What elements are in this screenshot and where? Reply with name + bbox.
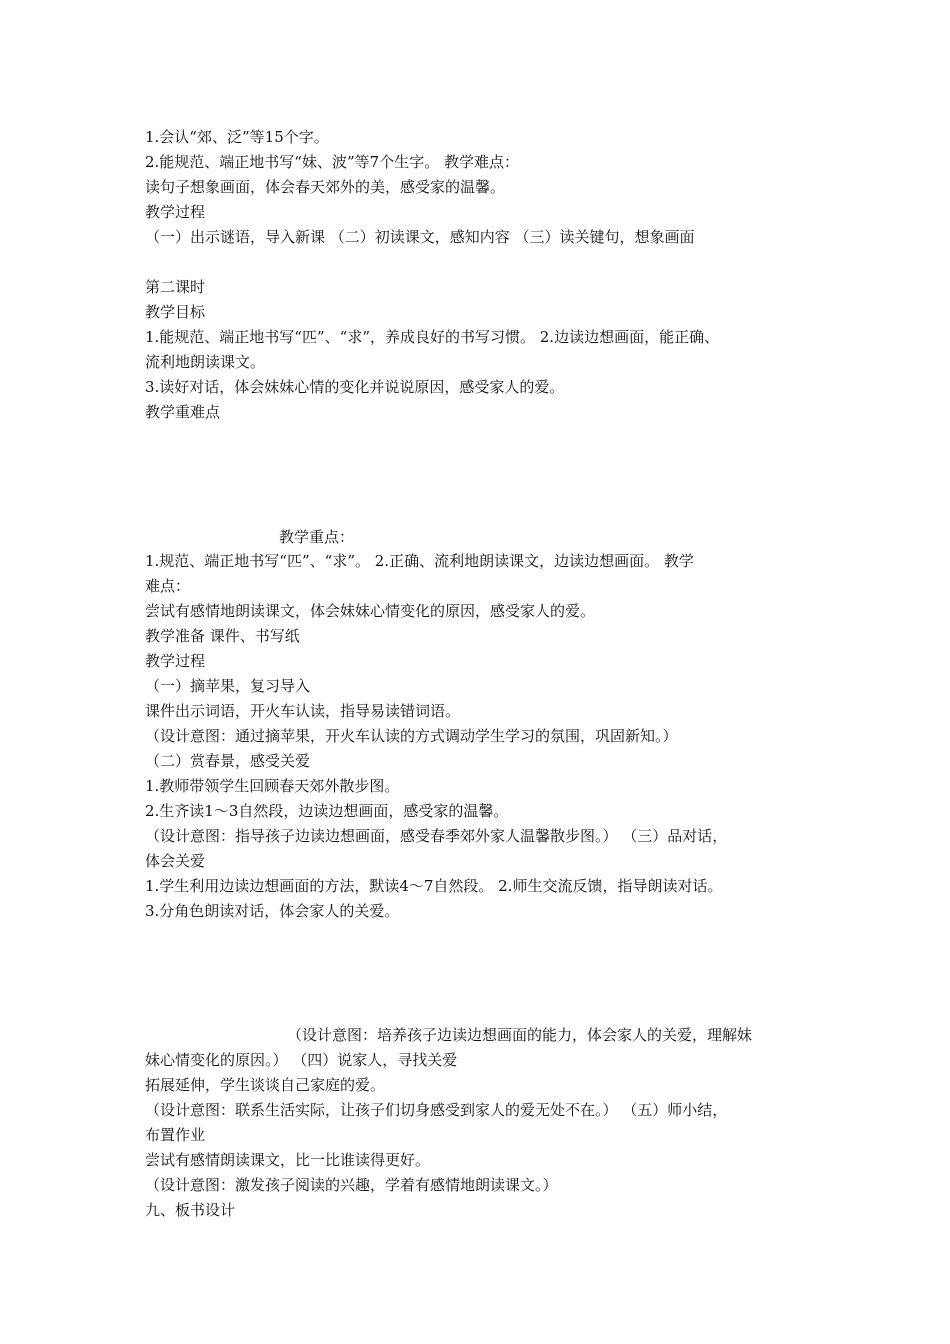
text-line: 1.会认“郊、泛”等15个字。: [145, 128, 329, 146]
text-line: 尝试有感情朗读课文，比一比谁读得更好。: [145, 1151, 431, 1169]
text-line: （设计意图：联系生活实际，让孩子们切身感受到家人的爱无处不在。） （五）师小结，: [145, 1101, 728, 1119]
text-line: 3.读好对话，体会妹妹心情的变化并说说原因，感受家人的爱。: [145, 378, 565, 396]
text-line: 课件出示词语，开火车认读，指导易读错词语。: [145, 702, 461, 720]
text-line: （设计意图：激发孩子阅读的兴趣，学着有感情地朗读课文。）: [145, 1176, 558, 1194]
text-line: 尝试有感情地朗读课文，体会妹妹心情变化的原因，感受家人的爱。: [145, 602, 596, 620]
text-line: 难点：: [145, 577, 191, 595]
text-line: （一）出示谜语，导入新课 （二）初读课文，感知内容 （三）读关键句，想象画面: [145, 228, 695, 246]
text-line: 布置作业: [145, 1126, 206, 1144]
section-heading: 教学过程: [145, 203, 206, 221]
text-line: 2.能规范、端正地书写“妹、波”等7个生字。 教学难点：: [145, 153, 519, 171]
text-line: 1.规范、端正地书写“匹”、“求”。 2.正确、流利地朗读课文，边读边想画面。 教学: [145, 552, 694, 570]
text-line: 1.能规范、端正地书写“匹”、“求”，养成良好的书写习惯。 2.边读边想画面，能正确、: [145, 328, 720, 346]
text-line: （设计意图：指导孩子边读边想画面，感受春季郊外家人温馨散步图。） （三）品对话，: [145, 827, 728, 845]
section-heading: 教学重点：: [279, 528, 355, 546]
text-line: 1.学生利用边读边想画面的方法，默读4～7自然段。 2.师生交流反馈，指导朗读对话。: [145, 877, 723, 895]
section-heading: 九、板书设计: [145, 1201, 236, 1219]
text-line: 妹心情变化的原因。） （四）说家人，寻找关爱: [145, 1051, 458, 1069]
text-line: （设计意图：培养孩子边读边想画面的能力，体会家人的关爱，理解妹: [287, 1026, 753, 1044]
section-heading: 教学目标: [145, 303, 206, 321]
text-line: （设计意图：通过摘苹果，开火车认读的方式调动学生学习的氛围，巩固新知。）: [145, 727, 678, 745]
text-line: 3.分角色朗读对话，体会家人的关爱。: [145, 902, 400, 920]
text-line: 1.教师带领学生回顾春天郊外散步图。: [145, 777, 400, 795]
text-line: （二）赏春景，感受关爱: [145, 752, 311, 770]
text-line: 2.生齐读1～3自然段，边读边想画面，感受家的温馨。: [145, 802, 509, 820]
text-line: 拓展延伸，学生谈谈自己家庭的爱。: [145, 1076, 386, 1094]
section-heading: 第二课时: [145, 278, 206, 296]
section-heading: 教学重难点: [145, 403, 221, 421]
text-line: 流利地朗读课文。: [145, 353, 266, 371]
section-heading: 教学过程: [145, 652, 206, 670]
text-line: 教学准备 课件、书写纸: [145, 627, 300, 645]
text-line: （一）摘苹果，复习导入: [145, 677, 311, 695]
text-line: 读句子想象画面，体会春天郊外的美，感受家的温馨。: [145, 178, 506, 196]
text-line: 体会关爱: [145, 852, 206, 870]
